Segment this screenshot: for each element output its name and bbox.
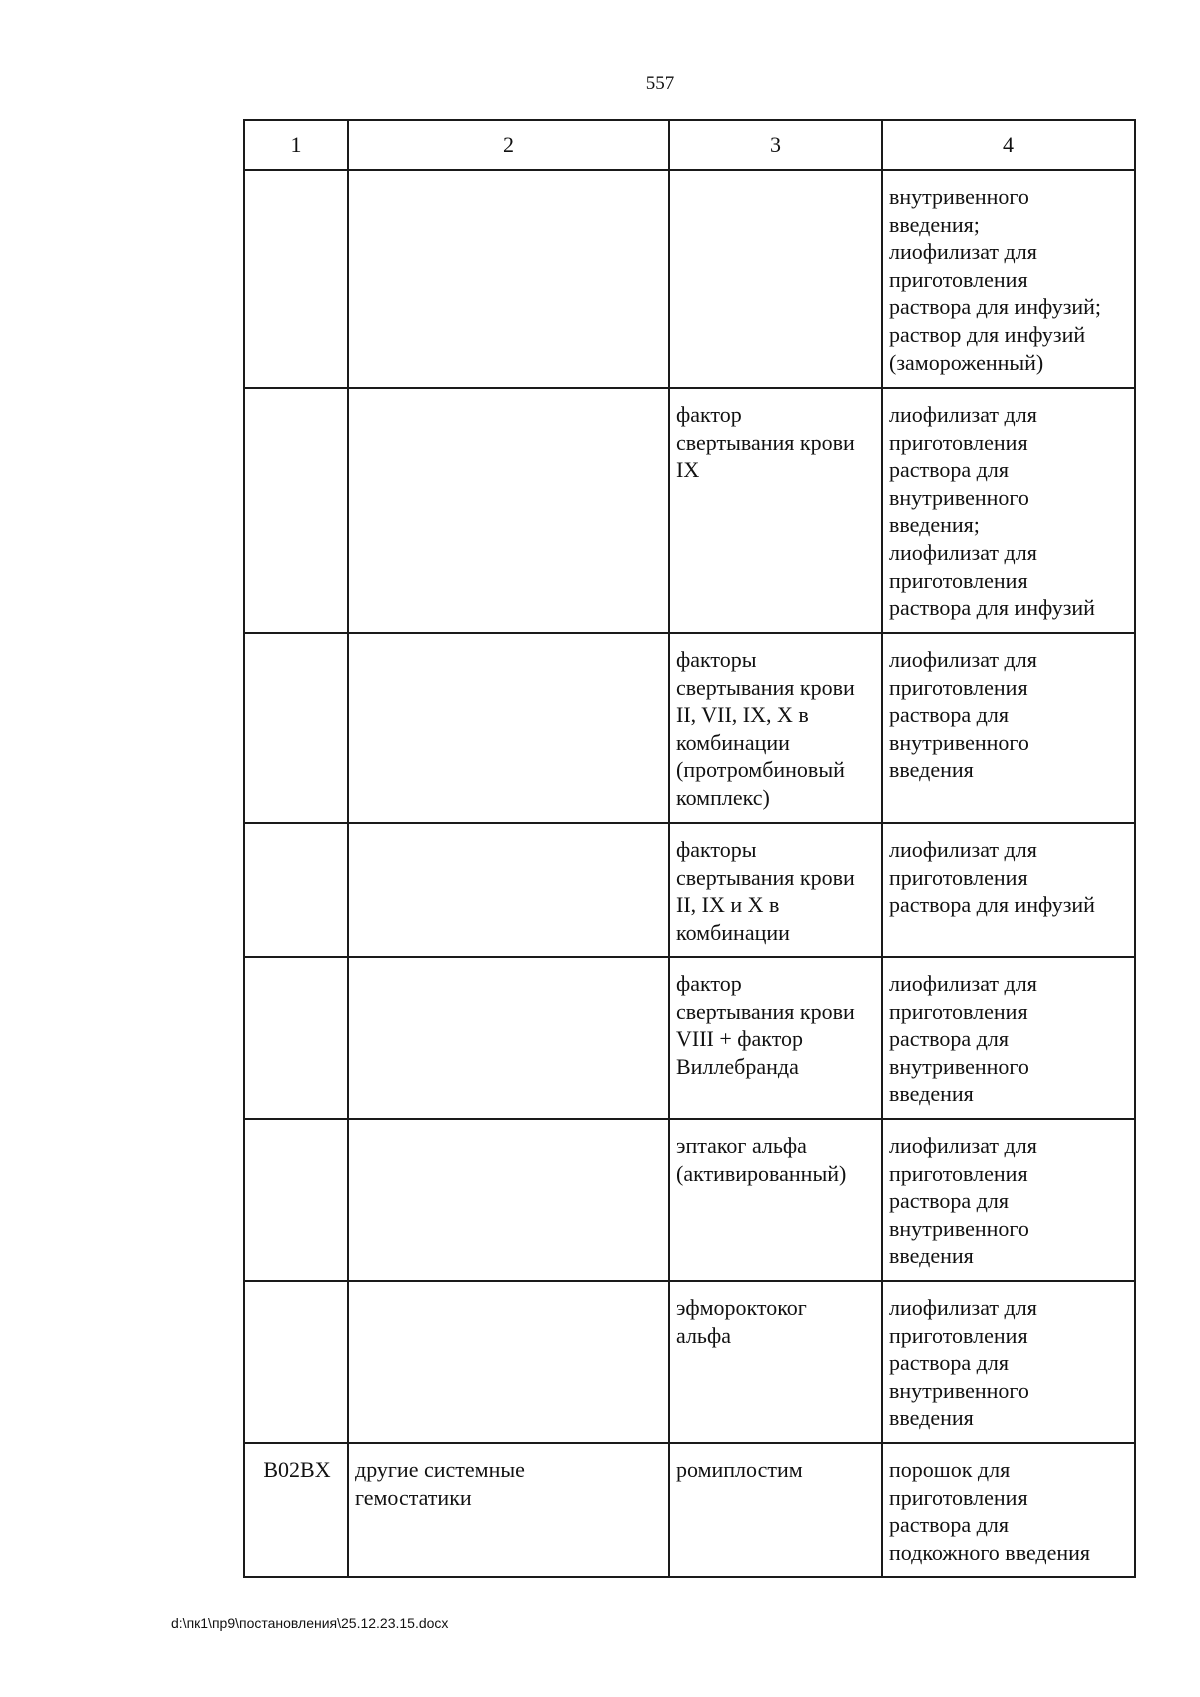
table-cell-col-1 <box>244 388 348 633</box>
table-cell-col-4: порошок для приготовления раствора для подкожного введения <box>882 1443 1135 1577</box>
page-number: 557 <box>645 73 675 94</box>
table-cell-col-2: другие системные гемостатики <box>348 1443 669 1577</box>
header-col-2: 2 <box>348 120 669 170</box>
table-cell-col-4: лиофилизат для приготовления раствора для инфузий <box>882 823 1135 957</box>
table-row <box>244 170 1135 388</box>
table-cell-col-2 <box>348 823 669 957</box>
table-cell-col-3: ромиплостим <box>669 1443 882 1577</box>
header-col-4: 4 <box>882 120 1135 170</box>
table-row <box>244 957 1135 1119</box>
table-cell-col-3: факторы свертывания крови II, IX и X в комбинации <box>669 823 882 957</box>
header-col-3: 3 <box>669 120 882 170</box>
table-row <box>244 1281 1135 1443</box>
table-cell-col-3: эфмороктоког альфа <box>669 1281 882 1443</box>
table-cell-col-1 <box>244 1119 348 1281</box>
table-cell-col-3 <box>669 170 882 388</box>
table-cell-col-3: факторы свертывания крови II, VII, IX, X в комбинации (протромбиновый комплекс) <box>669 633 882 823</box>
table-cell-col-1 <box>244 633 348 823</box>
table-cell-col-2 <box>348 1281 669 1443</box>
table-header-row <box>244 120 1135 170</box>
table-cell-col-2 <box>348 170 669 388</box>
drug-table <box>243 119 1136 1578</box>
table-cell-col-2 <box>348 957 669 1119</box>
table-cell-col-2 <box>348 633 669 823</box>
table-cell-col-1: B02BX <box>244 1443 348 1577</box>
table-row <box>244 633 1135 823</box>
table-row <box>244 388 1135 633</box>
table-row <box>244 1119 1135 1281</box>
table-cell-col-4: лиофилизат для приготовления раствора для внутривенного введения <box>882 633 1135 823</box>
table-cell-col-4: лиофилизат для приготовления раствора для внутривенного введения <box>882 957 1135 1119</box>
table-cell-col-4: лиофилизат для приготовления раствора для внутривенного введения <box>882 1119 1135 1281</box>
table-cell-col-1 <box>244 1281 348 1443</box>
table-cell-col-4: лиофилизат для приготовления раствора для внутривенного введения <box>882 1281 1135 1443</box>
table-cell-col-1 <box>244 823 348 957</box>
table-row <box>244 1443 1135 1577</box>
table-cell-col-3: фактор свертывания крови VIII + фактор Виллебранда <box>669 957 882 1119</box>
header-col-1: 1 <box>244 120 348 170</box>
table-cell-col-3: фактор свертывания крови IX <box>669 388 882 633</box>
file-path-footer: d:\пк1\пр9\постановления\25.12.23.15.docx <box>171 1615 449 1631</box>
table-body <box>244 170 1135 1577</box>
table-cell-col-4: внутривенного введения; лиофилизат для приготовления раствора для инфузий; раствор для инфузий (замороженный) <box>882 170 1135 388</box>
table-cell-col-2 <box>348 1119 669 1281</box>
table-cell-col-3: эптаког альфа (активированный) <box>669 1119 882 1281</box>
table-row <box>244 823 1135 957</box>
table-cell-col-1 <box>244 957 348 1119</box>
table-cell-col-2 <box>348 388 669 633</box>
table-cell-col-1 <box>244 170 348 388</box>
table-cell-col-4: лиофилизат для приготовления раствора для внутривенного введения; лиофилизат для приготовления раствора для инфузий <box>882 388 1135 633</box>
